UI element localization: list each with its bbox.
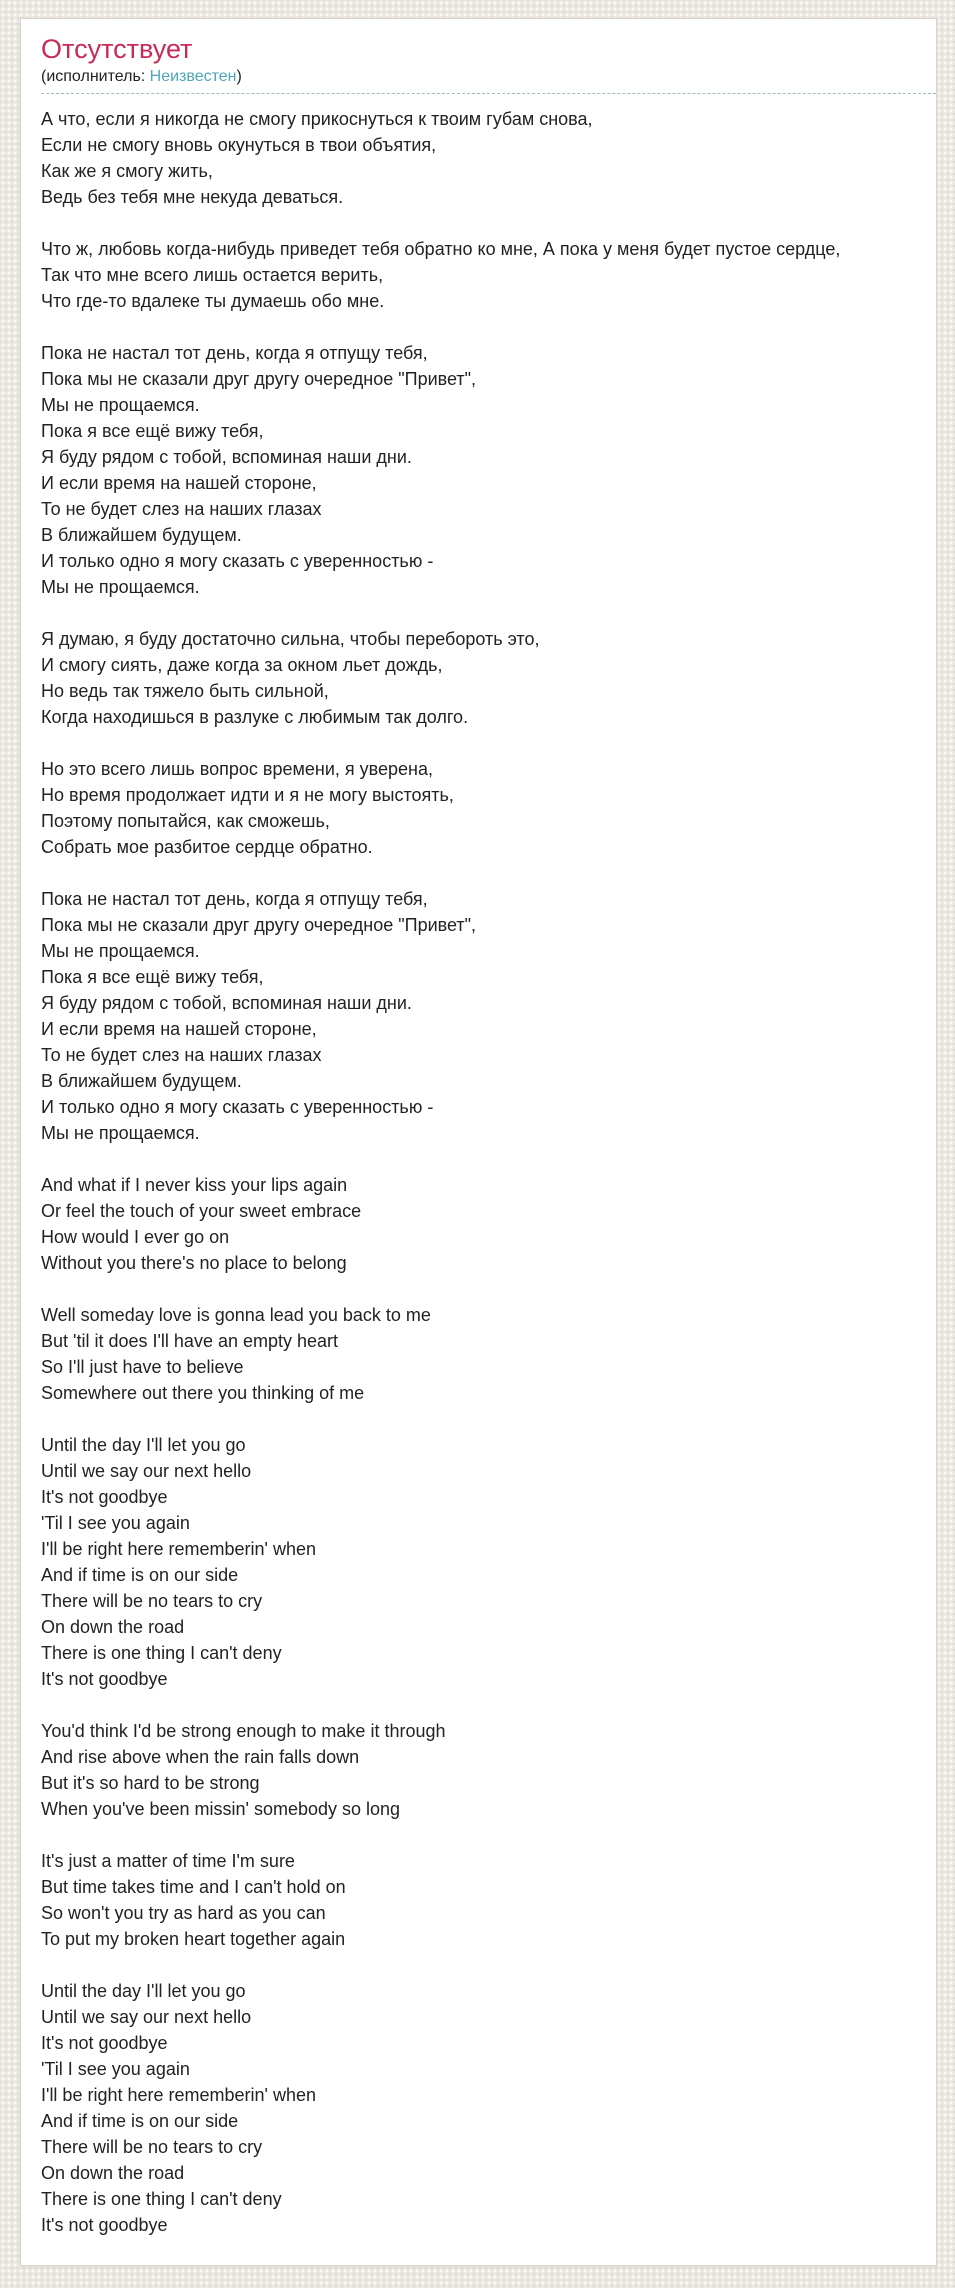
lyric-line: To put my broken heart together again <box>41 1929 346 1949</box>
lyric-line: I'll be right here rememberin' when <box>41 1539 317 1559</box>
lyric-line: Пока мы не сказали друг другу очередное "Привет", <box>41 369 477 389</box>
stanza <box>41 886 936 1146</box>
lyric-line: Но это всего лишь вопрос времени, я уверена, <box>41 759 433 779</box>
lyric-line: You'd think I'd be strong enough to make it through <box>41 1721 446 1741</box>
lyric-line: How would I ever go on <box>41 1227 230 1247</box>
lyric-line: Пока не настал тот день, когда я отпущу тебя, <box>41 889 428 909</box>
lyric-line: Если не смогу вновь окунуться в твои объятия, <box>41 135 437 155</box>
artist-label: (исполнитель: <box>41 68 150 85</box>
lyric-line: But 'til it does I'll have an empty heart <box>41 1331 339 1351</box>
lyric-line: Well someday love is gonna lead you back to me <box>41 1305 431 1325</box>
lyric-line: То не будет слез на наших глазах <box>41 1045 322 1065</box>
song-title: Отсутствует <box>41 34 193 64</box>
stanza <box>41 340 936 600</box>
stanza <box>41 1978 936 2238</box>
lyric-line: On down the road <box>41 2163 185 2183</box>
lyric-line: То не будет слез на наших глазах <box>41 499 322 519</box>
stanza <box>41 1432 936 1692</box>
lyric-line: И только одно я могу сказать с уверенностью - <box>41 551 434 571</box>
artist-link[interactable]: Неизвестен <box>149 68 237 85</box>
lyric-line: There will be no tears to cry <box>41 2137 263 2157</box>
lyric-line: Я думаю, я буду достаточно сильна, чтобы перебороть это, <box>41 629 540 649</box>
lyric-line: Как же я смогу жить, <box>41 161 213 181</box>
lyric-line: Когда находишься в разлуке с любимым так долго. <box>41 707 469 727</box>
lyric-line: Until we say our next hello <box>41 2007 252 2027</box>
lyric-line: Пока мы не сказали друг другу очередное "Привет", <box>41 915 477 935</box>
lyric-line: There is one thing I can't deny <box>41 1643 282 1663</box>
lyric-line: Пока не настал тот день, когда я отпущу тебя, <box>41 343 428 363</box>
lyric-line: И если время на нашей стороне, <box>41 473 317 493</box>
stanza <box>41 236 936 314</box>
lyric-line: And what if I never kiss your lips again <box>41 1175 348 1195</box>
lyric-line: И только одно я могу сказать с уверенностью - <box>41 1097 434 1117</box>
lyrics-panel <box>20 18 937 2266</box>
lyric-line: 'Til I see you again <box>41 2059 190 2079</box>
stanza <box>41 1848 936 1952</box>
lyric-line: Мы не прощаемся. <box>41 577 200 597</box>
lyric-line: But time takes time and I can't hold on <box>41 1877 346 1897</box>
lyric-line: It's not goodbye <box>41 2215 168 2235</box>
lyric-line: И смогу сиять, даже когда за окном льет дождь, <box>41 655 443 675</box>
lyric-line: Until the day I'll let you go <box>41 1435 246 1455</box>
stanza <box>41 106 936 210</box>
lyric-line: Собрать мое разбитое сердце обратно. <box>41 837 373 857</box>
lyric-line: It's not goodbye <box>41 1487 168 1507</box>
lyric-line: Мы не прощаемся. <box>41 1123 200 1143</box>
lyric-line: Or feel the touch of your sweet embrace <box>41 1201 362 1221</box>
lyric-line: 'Til I see you again <box>41 1513 190 1533</box>
lyric-line: И если время на нашей стороне, <box>41 1019 317 1039</box>
lyric-line: Ведь без тебя мне некуда деваться. <box>41 187 344 207</box>
stanza <box>41 1302 936 1406</box>
lyric-line: Поэтому попытайся, как сможешь, <box>41 811 330 831</box>
stanza <box>41 626 936 730</box>
lyric-line: Пока я все ещё вижу тебя, <box>41 967 264 987</box>
artist-line <box>41 68 936 94</box>
lyric-line: Я буду рядом с тобой, вспоминая наши дни. <box>41 447 412 467</box>
lyric-line: А что, если я никогда не смогу прикоснуться к твоим губам снова, <box>41 109 593 129</box>
lyric-line: В ближайшем будущем. <box>41 1071 242 1091</box>
lyric-line: It's just a matter of time I'm sure <box>41 1851 295 1871</box>
lyric-line: Until we say our next hello <box>41 1461 252 1481</box>
stanza <box>41 1718 936 1822</box>
lyric-line: It's not goodbye <box>41 1669 168 1689</box>
lyric-line: В ближайшем будущем. <box>41 525 242 545</box>
lyric-line: And rise above when the rain falls down <box>41 1747 360 1767</box>
lyric-line: It's not goodbye <box>41 2033 168 2053</box>
lyric-line: And if time is on our side <box>41 2111 239 2131</box>
lyric-line: Что где-то вдалеке ты думаешь обо мне. <box>41 291 385 311</box>
stanza <box>41 756 936 860</box>
lyric-line: But it's so hard to be strong <box>41 1773 260 1793</box>
artist-label-suffix: ) <box>236 68 242 85</box>
stanza <box>41 1172 936 1276</box>
lyric-line: Что ж, любовь когда-нибудь приведет тебя обратно ко мне, А пока у меня будет пустое сердце, <box>41 239 841 259</box>
lyric-line: Но время продолжает идти и я не могу выстоять, <box>41 785 454 805</box>
lyrics-text <box>41 106 936 2238</box>
lyric-line: Until the day I'll let you go <box>41 1981 246 2001</box>
lyric-line: When you've been missin' somebody so long <box>41 1799 401 1819</box>
lyric-line: There is one thing I can't deny <box>41 2189 282 2209</box>
lyric-line: So I'll just have to believe <box>41 1357 244 1377</box>
lyric-line: There will be no tears to cry <box>41 1591 263 1611</box>
lyric-line: Но ведь так тяжело быть сильной, <box>41 681 329 701</box>
lyric-line: Мы не прощаемся. <box>41 395 200 415</box>
lyric-line: So won't you try as hard as you can <box>41 1903 326 1923</box>
lyric-line: Я буду рядом с тобой, вспоминая наши дни. <box>41 993 412 1013</box>
lyric-line: Without you there's no place to belong <box>41 1253 347 1273</box>
lyric-line: I'll be right here rememberin' when <box>41 2085 317 2105</box>
lyric-line: Мы не прощаемся. <box>41 941 200 961</box>
lyric-line: Так что мне всего лишь остается верить, <box>41 265 384 285</box>
lyric-line: And if time is on our side <box>41 1565 239 1585</box>
lyric-line: Пока я все ещё вижу тебя, <box>41 421 264 441</box>
lyric-line: On down the road <box>41 1617 185 1637</box>
lyric-line: Somewhere out there you thinking of me <box>41 1383 365 1403</box>
